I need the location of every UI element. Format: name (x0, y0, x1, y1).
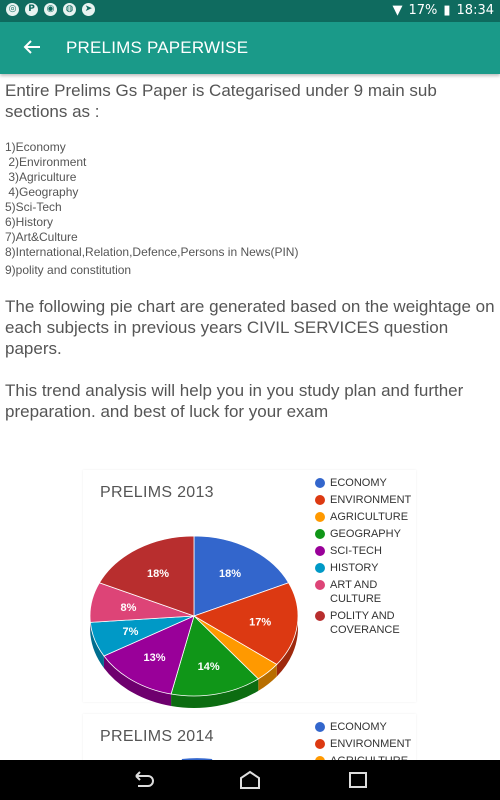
legend-swatch (315, 512, 325, 522)
legend-label: ECONOMY (330, 721, 387, 733)
legend-label: ENVIRONMENT (330, 738, 412, 750)
legend-label: ENVIRONMENT (330, 494, 412, 506)
legend-label: SCI-TECH (330, 545, 382, 557)
trend-note: This trend analysis will help you in you study plan and further preparation. and best of luck for your exam (5, 381, 464, 421)
battery-icon: ▮ (443, 3, 451, 18)
list-item: 2)Environment (5, 155, 87, 169)
globe-icon: ◉ (44, 3, 57, 16)
back-nav-icon (128, 768, 158, 792)
chart-title: PRELIMS 2014 (100, 728, 214, 745)
legend-swatch (315, 529, 325, 539)
status-bar (0, 0, 500, 22)
slice-label: 13% (143, 652, 166, 665)
legend-item (315, 578, 420, 606)
legend-swatch (315, 563, 325, 573)
slice-label: 8% (120, 602, 137, 615)
pie-chart-2013 (83, 470, 313, 702)
app-bar (0, 22, 500, 74)
arrow-left-icon (20, 35, 44, 59)
recents-icon (343, 768, 373, 792)
legend-swatch (315, 580, 325, 590)
browser-icon: ◍ (63, 3, 76, 16)
legend-swatch (315, 611, 325, 621)
legend-swatch (315, 495, 325, 505)
telegram-icon: ➤ (82, 3, 95, 16)
home-icon (235, 768, 265, 792)
clock: 18:34 (456, 3, 494, 18)
scroll-content[interactable] (0, 74, 500, 760)
legend-item (315, 493, 420, 507)
slice-label: 18% (218, 567, 242, 580)
slice-label: 17% (249, 616, 272, 629)
slice-label: 7% (122, 626, 139, 639)
battery-text: 17% (408, 3, 438, 18)
slice-label: 18% (146, 567, 170, 580)
legend-item (315, 737, 420, 751)
list-item: 7)Art&Culture (5, 230, 78, 244)
legend-label: GEOGRAPHY (330, 528, 401, 540)
legend-item (315, 527, 420, 541)
list-item: 9)polity and constitution (5, 263, 132, 277)
wifi-icon: ▼ (392, 3, 403, 18)
legend-label: AGRICULTURE (330, 511, 409, 523)
recents-nav-button[interactable] (343, 768, 373, 792)
list-item: 3)Agriculture (5, 170, 77, 184)
legend-item (315, 561, 420, 575)
section-list (5, 140, 298, 278)
legend-item (315, 476, 420, 490)
legend-label: ART AND CULTURE (330, 579, 382, 605)
legend-swatch (315, 478, 325, 488)
legend-label: POLITY AND COVERANCE (330, 610, 400, 636)
list-item: 1)Economy (5, 140, 66, 154)
page-title: PRELIMS PAPERWISE (66, 38, 249, 57)
notification-icons (6, 3, 95, 16)
back-nav-button[interactable] (128, 768, 158, 792)
navigation-bar (0, 760, 500, 800)
legend-item (315, 510, 420, 524)
list-item: 8)International,Relation,Defence,Persons in News(PIN) (5, 245, 299, 259)
legend-item (315, 720, 420, 734)
legend-label: ECONOMY (330, 477, 387, 489)
list-item: 6)History (5, 215, 54, 229)
chart-title: PRELIMS 2013 (100, 484, 214, 501)
home-nav-button[interactable] (235, 768, 265, 792)
legend-swatch (315, 722, 325, 732)
list-item: 5)Sci-Tech (5, 200, 62, 214)
status-right (392, 3, 494, 18)
whatsapp-icon: ◎ (6, 3, 19, 16)
legend-label: HISTORY (330, 562, 379, 574)
list-item: 4)Geography (5, 185, 79, 199)
slice-label: 14% (197, 660, 220, 673)
legend-swatch (315, 739, 325, 749)
chart-description: The following pie chart are generated based on the weightage on each subjects in previous years CIVIL SERVICES question papers. (5, 297, 495, 358)
intro-text: Entire Prelims Gs Paper is Categarised under 9 main sub sections as : (5, 81, 437, 121)
chart-card-2013 (83, 470, 416, 702)
p-app-icon: P (25, 3, 38, 16)
legend-swatch (315, 546, 325, 556)
back-button[interactable] (20, 35, 44, 59)
legend-item (315, 544, 420, 558)
legend-item (315, 609, 420, 637)
